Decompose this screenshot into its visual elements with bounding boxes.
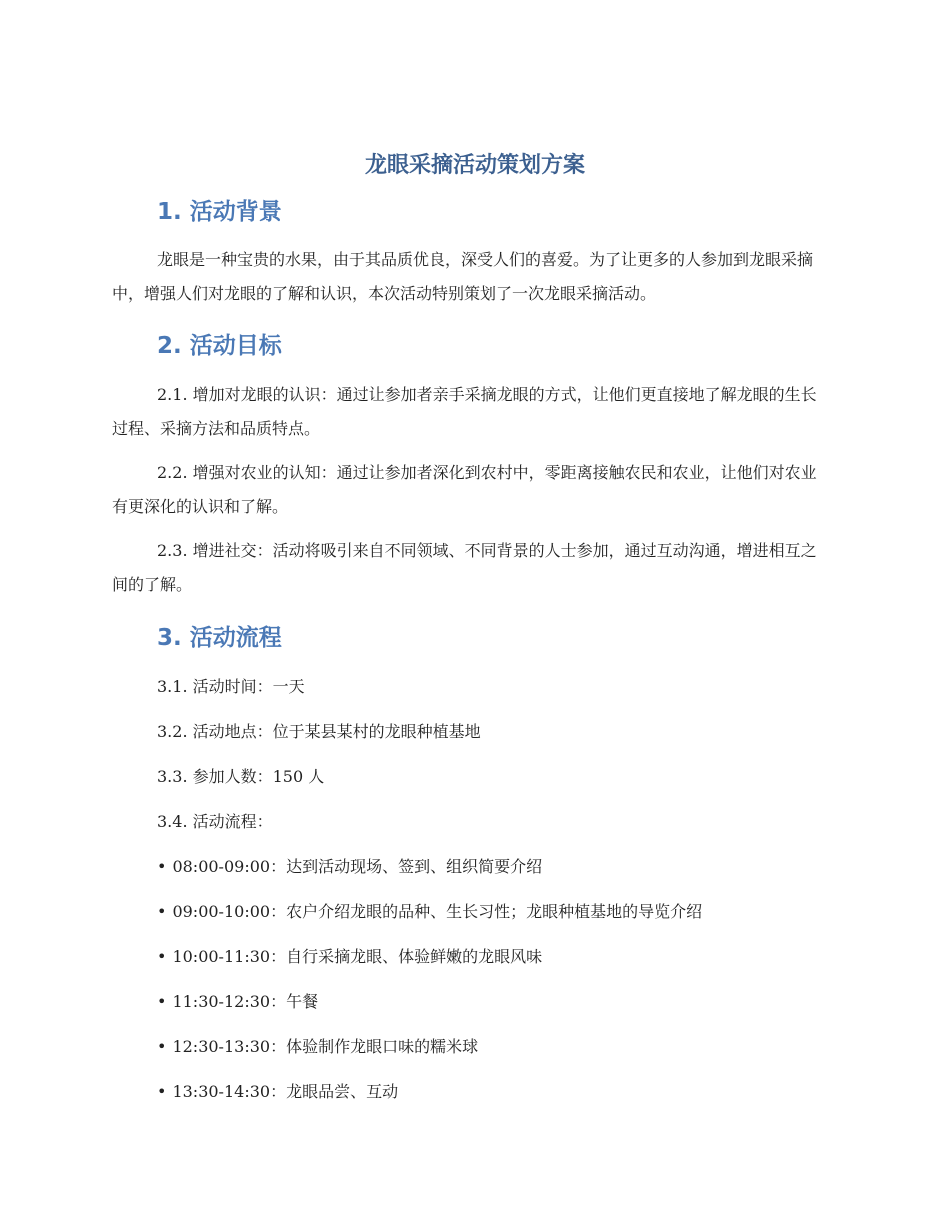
- bullet-marker: •: [157, 1082, 167, 1101]
- process-item-location: 3.2. 活动地点：位于某县某村的龙眼种植基地: [157, 722, 481, 741]
- process-item-flow: 3.4. 活动流程：: [157, 812, 273, 831]
- section-heading-background: 1. 活动背景: [157, 199, 282, 225]
- schedule-item: [157, 1080, 398, 1104]
- goal-paragraph-2-3: 2.3. 增进社交：活动将吸引来自不同领域、不同背景的人士参加，通过互动沟通，增进相互之间的了解。: [112, 541, 817, 594]
- background-paragraph: 龙眼是一种宝贵的水果，由于其品质优良，深受人们的喜爱。为了让更多的人参加到龙眼采摘中，增强人们对龙眼的了解和认识，本次活动特别策划了一次龙眼采摘活动。: [112, 250, 814, 303]
- schedule-item-text: 09:00-10:00：农户介绍龙眼的品种、生长习性；龙眼种植基地的导览介绍: [172, 902, 703, 921]
- section-heading-process: 3. 活动流程: [157, 625, 282, 651]
- process-item-participants: 3.3. 参加人数：150 人: [157, 767, 325, 786]
- schedule-item: [157, 900, 702, 924]
- schedule-item-text: 08:00-09:00：达到活动现场、签到、组织简要介绍: [172, 857, 543, 876]
- bullet-marker: •: [157, 992, 167, 1011]
- schedule-item: [157, 945, 542, 969]
- schedule-item: [157, 990, 318, 1014]
- schedule-item-text: 12:30-13:30：体验制作龙眼口味的糯米球: [172, 1037, 479, 1056]
- bullet-marker: •: [157, 902, 167, 921]
- bullet-marker: •: [157, 947, 167, 966]
- section-heading-goals: 2. 活动目标: [157, 333, 282, 359]
- goal-paragraph-2-1: 2.1. 增加对龙眼的认识：通过让参加者亲手采摘龙眼的方式，让他们更直接地了解龙眼的生长过程、采摘方法和品质特点。: [112, 385, 817, 438]
- schedule-item: [157, 1035, 478, 1059]
- process-item-time: 3.1. 活动时间：一天: [157, 677, 305, 696]
- bullet-marker: •: [157, 1037, 167, 1056]
- schedule-item-text: 13:30-14:30：龙眼品尝、互动: [172, 1082, 399, 1101]
- document-title: 龙眼采摘活动策划方案: [364, 153, 585, 178]
- schedule-item-text: 10:00-11:30：自行采摘龙眼、体验鲜嫩的龙眼风味: [172, 947, 543, 966]
- goal-paragraph-2-2: 2.2. 增强对农业的认知：通过让参加者深化到农村中，零距离接触农民和农业，让他们对农业有更深化的认识和了解。: [112, 463, 817, 516]
- schedule-item-text: 11:30-12:30：午餐: [172, 992, 319, 1011]
- bullet-marker: •: [157, 857, 167, 876]
- schedule-item: [157, 855, 542, 879]
